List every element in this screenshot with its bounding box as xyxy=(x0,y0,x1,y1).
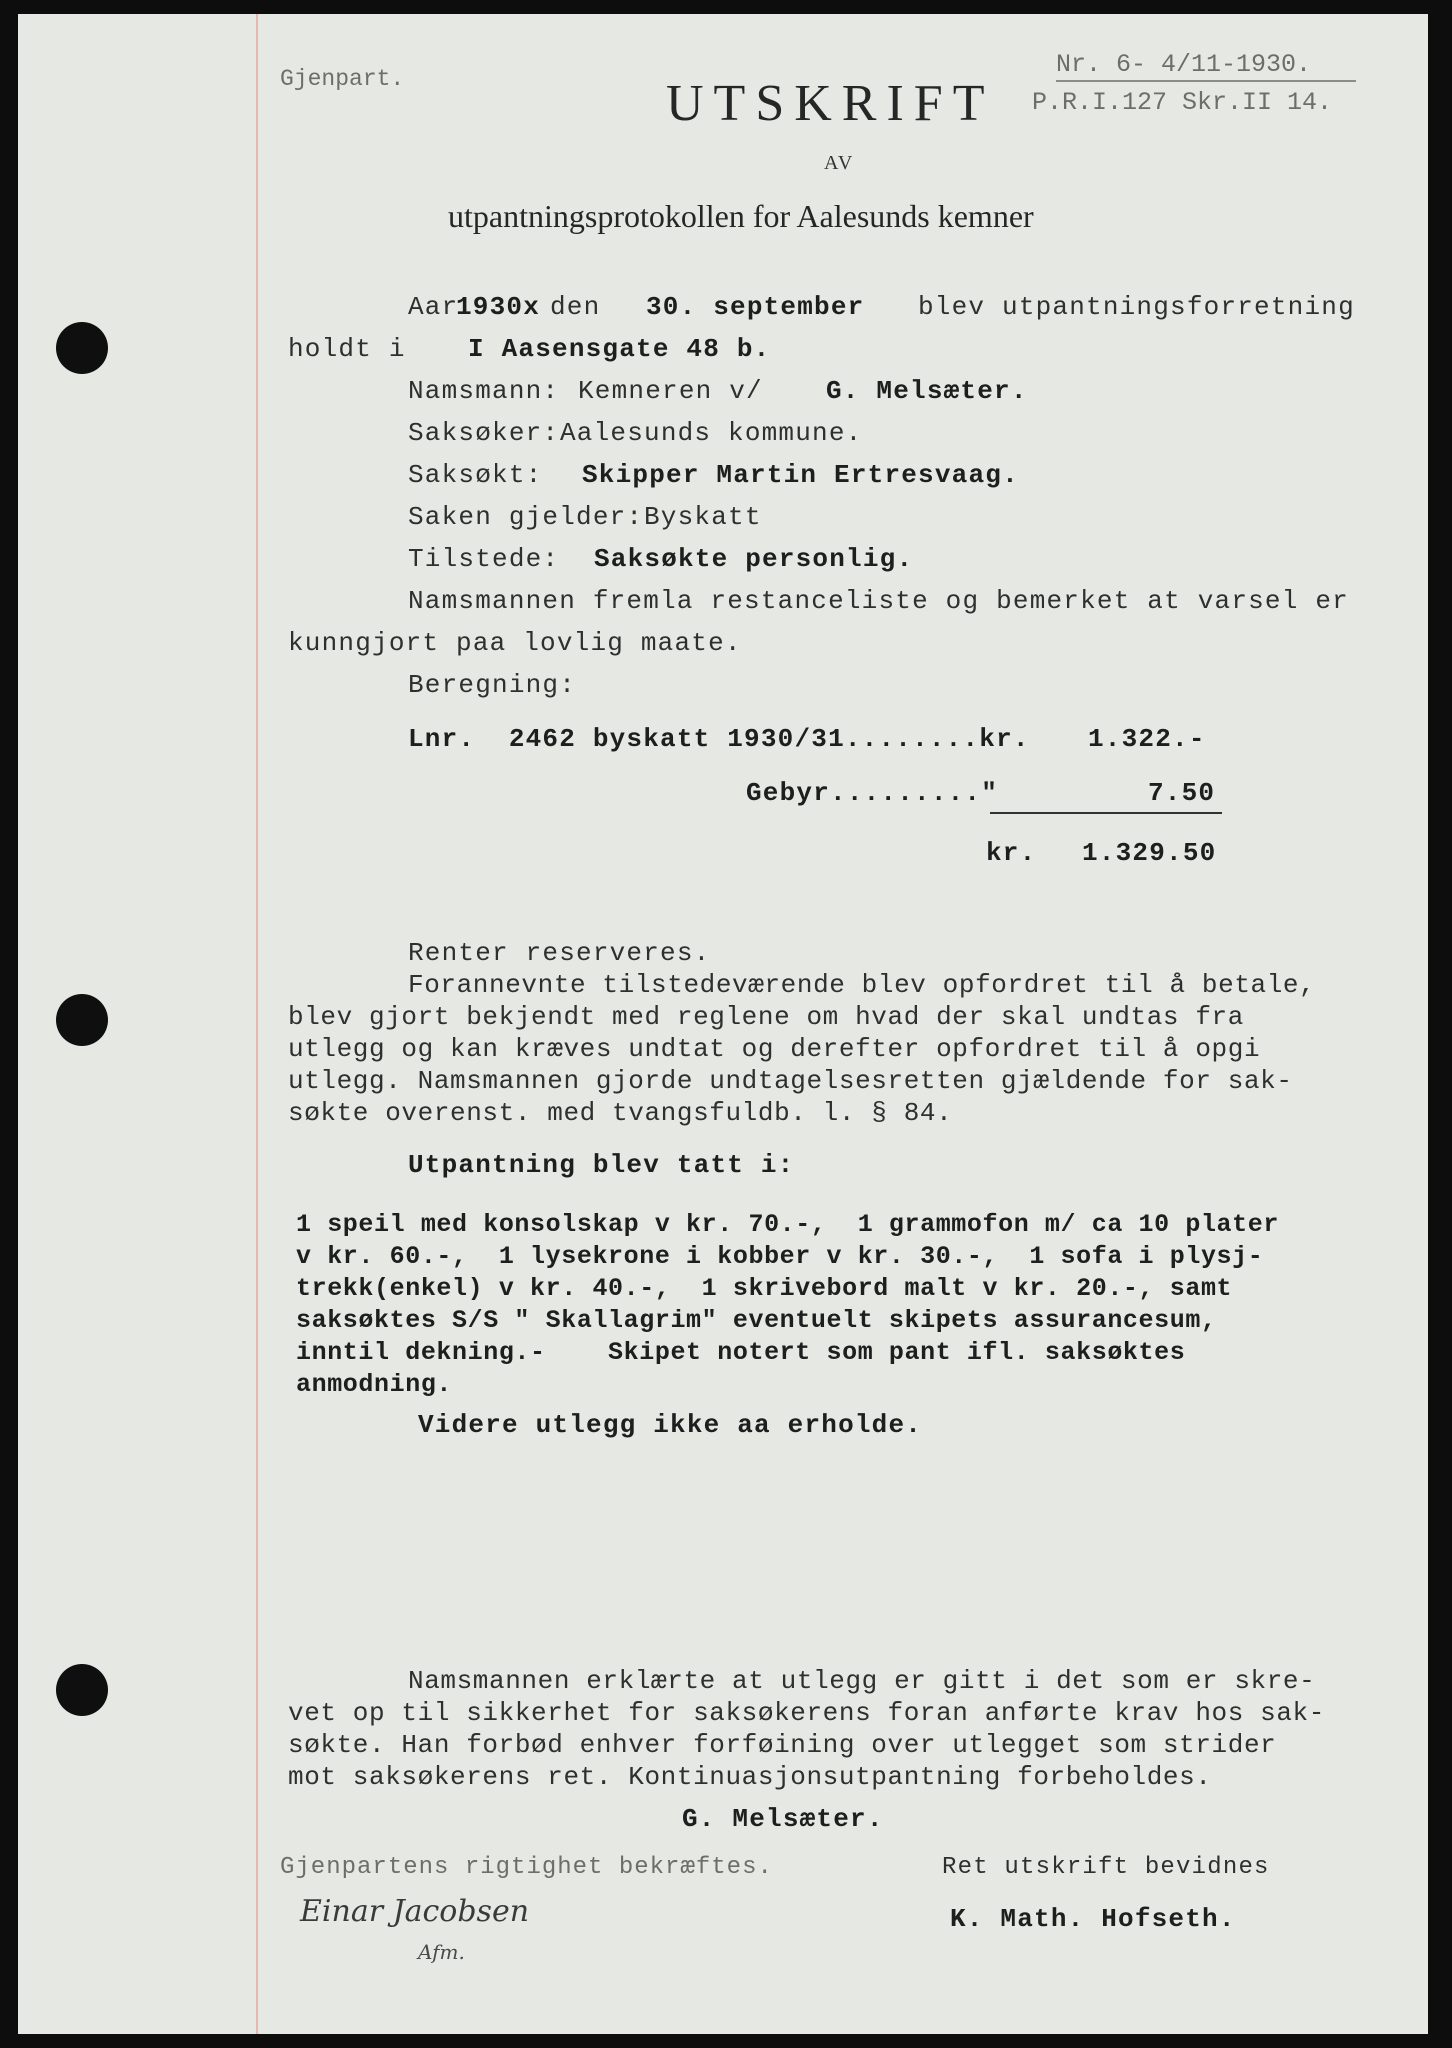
punch-hole xyxy=(56,1664,108,1716)
gjelder-value: Byskatt xyxy=(644,502,762,532)
erklaerte-line: vet op til sikkerhet for saksøkerens foran anførte krav hos sak- xyxy=(288,1698,1325,1728)
holdt-label: holdt i xyxy=(288,334,406,364)
gjenpart-label: Gjenpart. xyxy=(280,66,405,92)
paragraph-line: blev gjort bekjendt med reglene om hvad der skal undtas fra xyxy=(288,1002,1244,1032)
tilstede-value: Saksøkte personlig. xyxy=(594,544,914,574)
ret-utskrift: Ret utskrift bevidnes xyxy=(942,1854,1270,1881)
calc-total-label: kr. xyxy=(986,838,1037,868)
erklaerte-line: søkte. Han forbød enhver forføining over utlegget som strider xyxy=(288,1730,1277,1760)
namsmann-name: G. Melsæter. xyxy=(826,376,1028,406)
namsmann-label: Namsmann: xyxy=(408,376,560,406)
case-location: I Aasensgate 48 b. xyxy=(468,334,771,364)
case-year: 1930x xyxy=(456,292,541,322)
calc-line-gebyr: Gebyr........." xyxy=(746,778,999,808)
case-date: 30. september xyxy=(646,292,865,322)
reference-number: Nr. 6- 4/11-1930. xyxy=(1056,50,1312,79)
saksoker-label: Saksøker: xyxy=(408,418,560,448)
saksoker-value: Aalesunds kommune. xyxy=(560,418,863,448)
beregning-label: Beregning: xyxy=(408,670,577,700)
den-label: den xyxy=(550,292,601,322)
renter-reserveres: Renter reserveres. xyxy=(408,938,711,968)
fremla-line-1: Namsmannen fremla restanceliste og bemerket at varsel er xyxy=(408,586,1349,616)
paragraph-line: Forannevnte tilstedeværende blev opfordret til å betale, xyxy=(408,970,1316,1000)
erklaerte-line: mot saksøkerens ret. Kontinuasjonsutpantning forbeholdes. xyxy=(288,1762,1212,1792)
calc-amount-byskatt: 1.322.- xyxy=(1088,724,1206,754)
punch-hole xyxy=(56,322,108,374)
calc-total-amount: 1.329.50 xyxy=(1082,838,1217,868)
document-title: UTSKRIFT xyxy=(666,75,995,132)
erklaerte-line: Namsmannen erklærte at utlegg er gitt i det som er skre- xyxy=(408,1666,1316,1696)
utpantning-heading: Utpantning blev tatt i: xyxy=(408,1150,795,1180)
namsmann-prefix: Kemneren v/ xyxy=(578,376,763,406)
aar-label: Aar xyxy=(408,292,459,322)
tilstede-label: Tilstede: xyxy=(408,544,560,574)
hofseth-signer: K. Math. Hofseth. xyxy=(950,1904,1236,1934)
blev-text: blev utpantningsforretning xyxy=(918,292,1355,322)
seized-items-line: saksøktes S/S " Skallagrim" eventuelt skipets assurancesum, xyxy=(296,1306,1217,1335)
paragraph-line: søkte overenst. med tvangsfuldb. l. § 84. xyxy=(288,1098,953,1128)
punch-hole xyxy=(56,994,108,1046)
paragraph-line: utlegg. Namsmannen gjorde undtagelsesretten gjældende for sak- xyxy=(288,1066,1293,1096)
title-av: AV xyxy=(824,152,855,174)
reference-underline xyxy=(1056,80,1356,82)
saksokt-label: Saksøkt: xyxy=(408,460,543,490)
saksokt-value: Skipper Martin Ertresvaag. xyxy=(582,460,1019,490)
calc-line-byskatt: Lnr. 2462 byskatt 1930/31........kr. xyxy=(408,724,1030,754)
fremla-line-2: kunngjort paa lovlig maate. xyxy=(288,628,742,658)
gjenpartens-rigtighet: Gjenpartens rigtighet bekræftes. xyxy=(280,1854,773,1881)
seized-items-line: anmodning. xyxy=(296,1370,453,1399)
gjelder-label: Saken gjelder: xyxy=(408,502,644,532)
namsmann-signer: G. Melsæter. xyxy=(682,1804,884,1834)
paragraph-line: utlegg og kan kræves undtat og derefter opfordret til å opgi xyxy=(288,1034,1261,1064)
handwritten-signature-title: Afm. xyxy=(418,1940,465,1964)
document-subtitle: utpantningsprotokollen for Aalesunds kemner xyxy=(448,198,1034,234)
calc-amount-gebyr: 7.50 xyxy=(1148,778,1216,808)
sum-underline xyxy=(990,812,1222,814)
seized-items-line: trekk(enkel) v kr. 40.-, 1 skrivebord malt v kr. 20.-, samt xyxy=(296,1274,1233,1303)
margin-line xyxy=(256,14,258,2034)
videre-utlegg: Videre utlegg ikke aa erholde. xyxy=(418,1410,923,1440)
document-page xyxy=(18,14,1428,2034)
seized-items-line: inntil dekning.- Skipet notert som pant ifl. saksøktes xyxy=(296,1338,1186,1367)
handwritten-signature: Einar Jacobsen xyxy=(300,1894,530,1929)
seized-items-line: v kr. 60.-, 1 lysekrone i kobber v kr. 30.-, 1 sofa i plysj- xyxy=(296,1242,1264,1271)
reference-protocol: P.R.I.127 Skr.II 14. xyxy=(1032,88,1333,117)
seized-items-line: 1 speil med konsolskap v kr. 70.-, 1 grammofon m/ ca 10 plater xyxy=(296,1210,1279,1239)
